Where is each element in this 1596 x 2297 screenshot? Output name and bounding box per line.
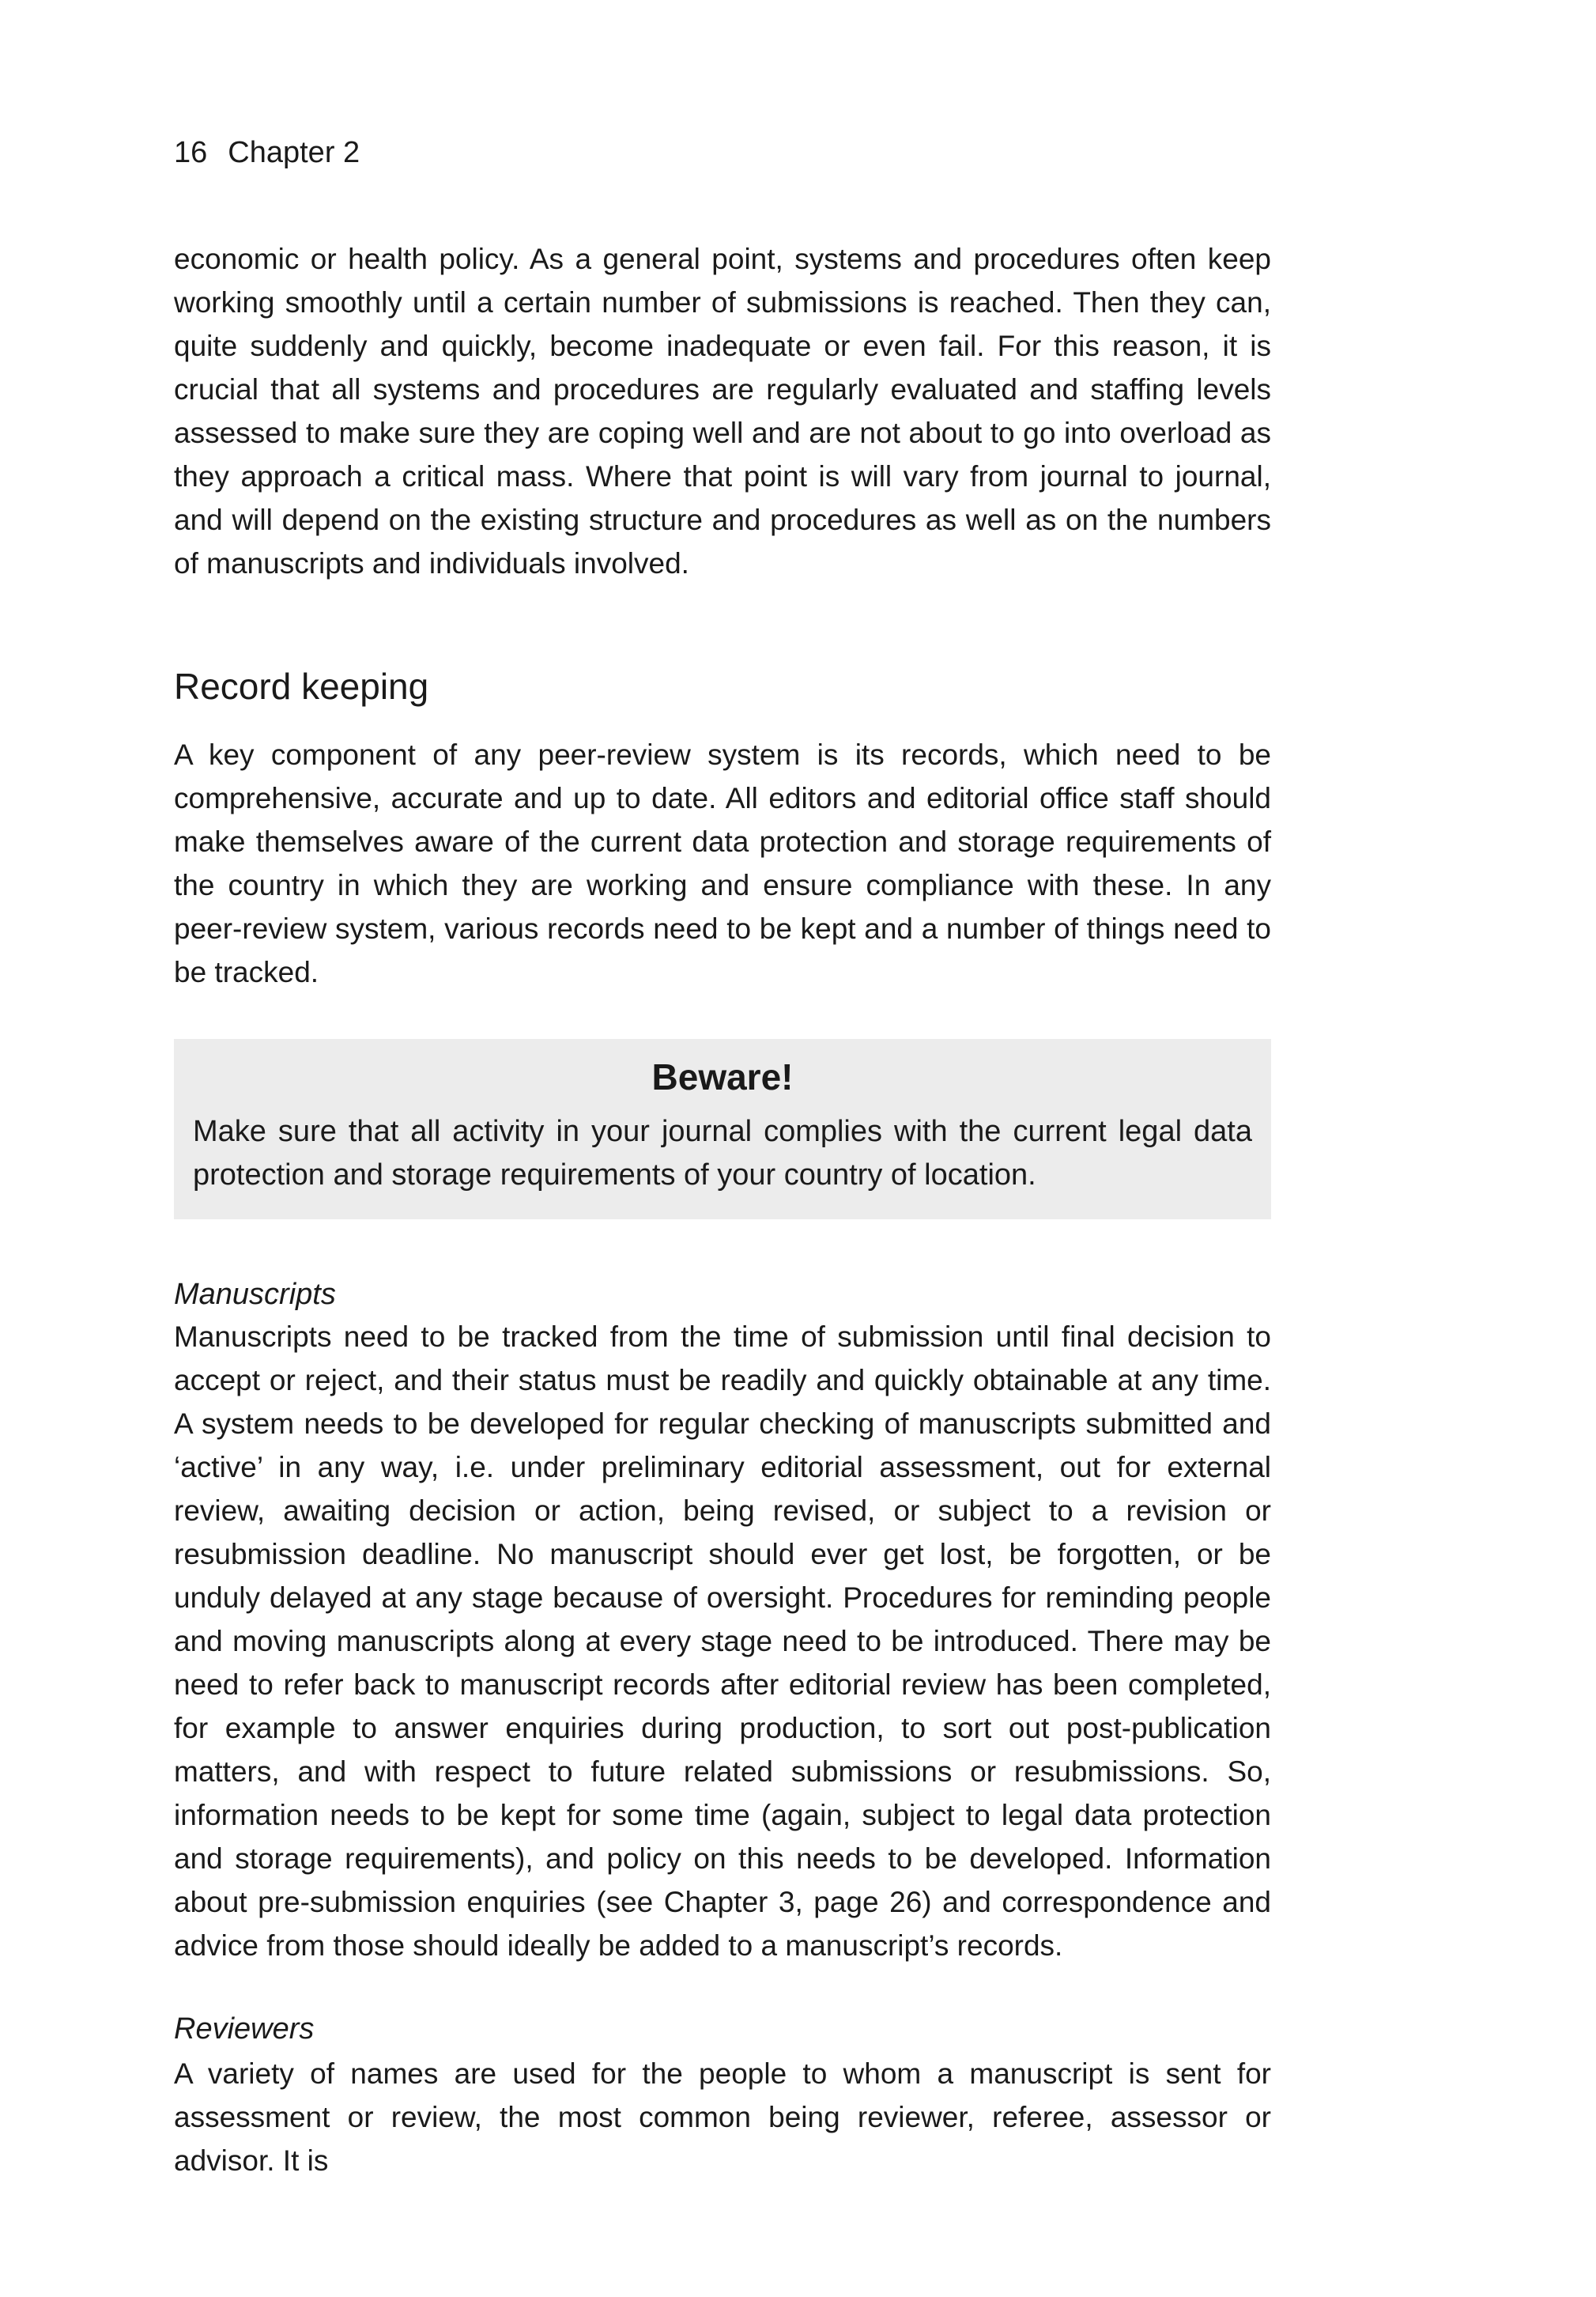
section-heading-record-keeping: Record keeping xyxy=(174,666,429,707)
chapter-label: Chapter 2 xyxy=(228,136,360,169)
beware-title: Beware! xyxy=(651,1056,794,1097)
reviewers-paragraph: A variety of names are used for the people to whom a manuscript is sent for assessment or review, the most common being reviewer, referee, assessor or advisor. It is xyxy=(174,2057,1271,2177)
subheading-manuscripts: Manuscripts xyxy=(174,1278,336,1311)
record-keeping-paragraph: A key component of any peer-review system is its records, which need to be comprehensive, accurate and up to date. All editors and editorial office staff should make themselves aware of the current data protection and storage requirements of the country in which they are working and ensure compliance with these. In any peer-review system, various records need to be kept and a number of things need to be tracked. xyxy=(174,739,1271,988)
manuscripts-paragraph: Manuscripts need to be tracked from the time of submission until final decision to accept or reject, and their status must be readily and quickly obtainable at any time. A system needs to be developed for regular checking of manuscripts submitted and ‘active’ in any way, i.e. under preliminary editorial assessment, out for external review, awaiting decision or action, being revised, or subject to a revision or resubmission deadline. No manuscript should ever get lost, be forgotten, or be unduly delayed at any stage because of oversight. Procedures for reminding people and moving manuscripts along at every stage need to be introduced. There may be need to refer back to manuscript records after editorial review has been completed, for example to answer enquiries during production, to sort out post-publication matters, and with respect to future related submissions or resubmissions. So, information needs to be kept for some time (again, subject to legal data protection and storage requirements), and policy on this needs to be developed. Information about pre-submission enquiries (see Chapter 3, page 26) and correspondence and advice from those should ideally be added to a manuscript’s records. xyxy=(174,1320,1271,1962)
beware-text: Make sure that all activity in your journal complies with the current legal data protection and storage requirements of your country of location. xyxy=(193,1115,1252,1192)
running-head xyxy=(174,133,360,172)
beware-callout-box xyxy=(174,1039,1271,1219)
intro-paragraph: economic or health policy. As a general point, systems and procedures often keep working smoothly until a certain number of submissions is reached. Then they can, quite suddenly and quickly, become inadequate or even fail. For this reason, it is crucial that all systems and procedures are regularly evaluated and staffing levels assessed to make sure they are coping well and are not about to go into overload as they approach a critical mass. Where that point is will vary from journal to journal, and will depend on the existing structure and procedures as well as on the numbers of manuscripts and individuals involved. xyxy=(174,243,1271,580)
page-number: 16 xyxy=(174,136,208,169)
subheading-reviewers: Reviewers xyxy=(174,2012,315,2046)
